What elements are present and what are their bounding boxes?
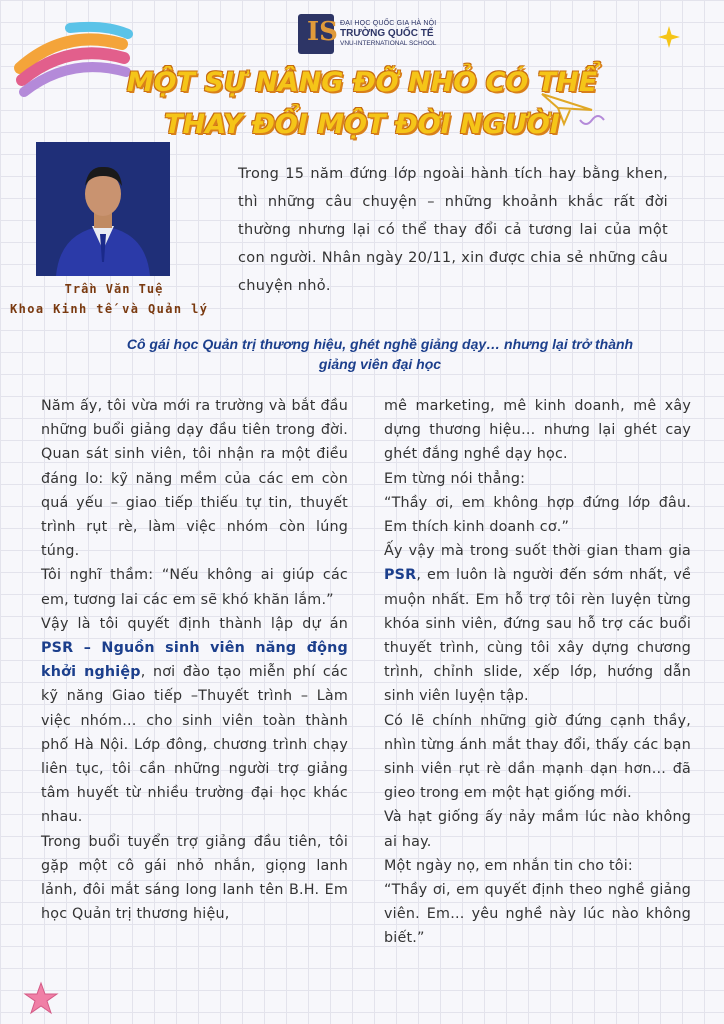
- text: Vậy là tôi quyết định thành lập dự án: [41, 615, 348, 632]
- logo-line-university: ĐẠI HỌC QUỐC GIA HÀ NỘI: [340, 20, 437, 27]
- title-line-2: THAY ĐỔI MỘT ĐỜI NGƯỜI: [164, 109, 560, 140]
- subheading-line-2: giảng viên đại học: [318, 356, 442, 372]
- section-subheading: [80, 334, 680, 374]
- project-name-highlight: PSR – Nguồn sinh viên năng động khởi nghiệp: [41, 640, 348, 681]
- project-name-highlight: PSR: [384, 567, 417, 584]
- author-name: Trần Văn Tuệ: [64, 282, 164, 296]
- logo-line-school: TRƯỜNG QUỐC TẾ: [340, 28, 434, 39]
- paragraph: “Thầy ơi, em quyết định theo nghề giảng viên. Em… yêu nghề này lúc nào không biết.”: [384, 882, 691, 947]
- logo-line-english: VNU-INTERNATIONAL SCHOOL: [340, 40, 437, 47]
- intro-paragraph: Trong 15 năm đứng lớp ngoài hành tích hay bằng khen, thì những câu chuyện – những khoảnh khắc rất đời thường nhưng lại có thể thay đổi cả tương lai của một con người. Nhân ngày 20/11, xin được chia sẻ những câu chuyện nhỏ.: [238, 166, 668, 294]
- sparkle-icon: [658, 26, 680, 48]
- star-icon: [24, 982, 58, 1014]
- paragraph: [41, 612, 348, 830]
- school-logo: [298, 14, 436, 54]
- paragraph: Có lẽ chính những giờ đứng cạnh thầy, nhìn từng ánh mắt thay đổi, thấy các bạn sinh viên rụt rè dần mạnh dạn hơn… đã gieo trong em một hạt giống mới.: [384, 712, 691, 802]
- paragraph: “Thầy ơi, em không hợp đứng lớp đâu. Em thích kinh doanh cơ.”: [384, 494, 691, 536]
- title-line-1: MỘT SỰ NÂNG ĐỠ NHỎ CÓ THỂ: [126, 67, 598, 98]
- paragraph: mê marketing, mê kinh doanh, mê xây dựng thương hiệu… nhưng lại ghét cay ghét đắng nghề dạy học.: [384, 398, 691, 463]
- paragraph: [384, 539, 691, 708]
- subheading-line-1: Cô gái học Quản trị thương hiệu, ghét nghề giảng dạy… nhưng lại trở thành: [126, 336, 634, 352]
- author-faculty: Khoa Kinh tế và Quản lý: [10, 302, 209, 316]
- paragraph: Một ngày nọ, em nhắn tin cho tôi:: [384, 857, 633, 874]
- paragraph: Trong buổi tuyển trợ giảng đầu tiên, tôi gặp một cô gái nhỏ nhắn, giọng lanh lảnh, đôi mắt sáng long lanh tên B.H. Em học Quản trị thương hiệu,: [41, 833, 348, 923]
- text: , nơi đào tạo miễn phí các kỹ năng Giao tiếp –Thuyết trình – Làm việc nhóm… cho sinh viên toàn thành phố Hà Nội. Lớp đông, chương trình chạy liên tục, tôi cần những người trợ giảng tâm huyết từ nhiều trường đại học khác nhau.: [41, 664, 348, 826]
- page-title: [0, 62, 724, 146]
- paragraph: Tôi nghĩ thầm: “Nếu không ai giúp các em, tương lai các em sẽ khó khăn lắm.”: [41, 567, 348, 608]
- text: Ấy vậy mà trong suốt thời gian tham gia: [384, 543, 691, 560]
- paragraph: Em từng nói thẳng:: [384, 470, 526, 487]
- logo-emblem-icon: IS: [298, 14, 334, 54]
- text: , em luôn là người đến sớm nhất, về muộn nhất. Em hỗ trợ tôi rèn luyện từng khóa sinh viên, đứng sau hỗ trợ các buổi thuyết trình, cùng tôi xây dựng chương trình, chỉnh slide, xếp lớp, hướng dẫn sinh viên luyện tập.: [384, 567, 691, 705]
- author-portrait: [36, 142, 170, 276]
- paragraph: Năm ấy, tôi vừa mới ra trường và bắt đầu những buổi giảng dạy đầu tiên trong đời. Quan sát sinh viên, tôi nhận ra một điều đáng lo: kỹ năng mềm của các em còn quá yếu – giao tiếp thiếu tự tin, thuyết trình rụt rè, làm việc nhóm còn lúng túng.: [41, 398, 348, 560]
- article-column-right: [384, 394, 691, 951]
- paragraph: Và hạt giống ấy nảy mầm lúc nào không ai hay.: [384, 809, 691, 850]
- article-column-left: [41, 394, 348, 926]
